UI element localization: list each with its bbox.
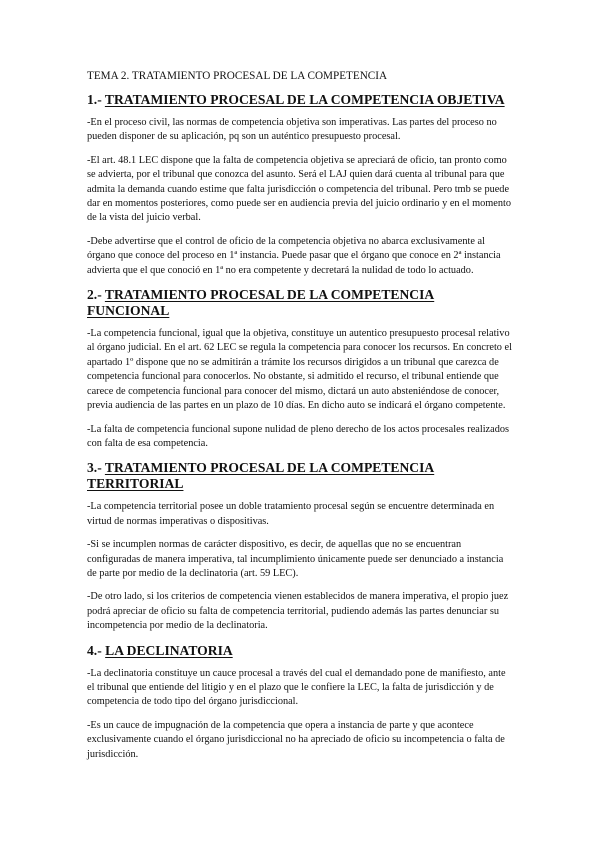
paragraph: -La declinatoria constituye un cauce procesal a través del cual el demandado pone de manifiesto, ante el tribunal que entiende del litigio y en el plazo que le confiere la LEC, la falta de jurisdicción y de competencia de todo tipo del órgano jurisdiccional. [87,667,506,708]
section-number: 4.- [87,642,102,658]
document-body [87,70,515,771]
paragraph: -En el proceso civil, las normas de competencia objetiva son imperativas. Las partes del proceso no pueden disponer de su aplicación, pq son un auténtico presupuesto procesal. [87,117,497,143]
section-heading-3 [87,460,515,492]
section-heading-text: LA DECLINATORIA [105,642,233,658]
paragraph: -La falta de competencia funcional supone nulidad de pleno derecho de los actos procesales realizados con falta de esa competencia. [87,423,509,449]
paragraph: -La competencia territorial posee un doble tratamiento procesal según se encuentre determinada en virtud de normas imperativas o dispositivas. [87,501,495,527]
paragraph: -La competencia funcional, igual que la objetiva, constituye un autentico presupuesto procesal relativo al órgano judicial. En el art. 62 LEC se regula la competencia para conocer los recursos. En concreto el apartado 1º dispone que no se admitirán a trámite los recursos dirigidos a un tribunal que carezca de competencia funcional para conocerlos. No obstante, si admitido el recurso, el tribunal entiende que carece de competencia funcional para conocer del mismo, dictará un auto absteniéndose de conocer, previa audiencia de las partes en un plazo de 10 días. En dicho auto se indicará el órgano competente. [87,328,512,412]
section-number: 3.- [87,460,102,476]
paragraph: -Si se incumplen normas de carácter dispositivo, es decir, de aquellas que no se encuentran configuradas de manera imperativa, tal incumplimiento únicamente puede ser denunciado a instancia de parte por medio de la declinatoria (art. 59 LEC). [87,539,504,579]
section-heading-text: TRATAMIENTO PROCESAL DE LA COMPETENCIA TERRITORIAL [87,460,435,492]
section-heading-1 [87,92,515,108]
paragraph: -El art. 48.1 LEC dispone que la falta de competencia objetiva se apreciará de oficio, tan pronto como se advierta, por el tribunal que conozca del asunto. Será el LAJ quien dará cuenta al tribunal para que admita la demanda cuando estime que falta jurisdicción o competencia del tribunal. Pero tmb se puede dar en momentos posteriores, como puede ser en audiencia previa del juicio ordinario y en el momento de la vista del juicio verbal. [87,154,512,224]
paragraph: -Es un cauce de impugnación de la competencia que opera a instancia de parte y que acontece exclusivamente cuando el órgano jurisdiccional no ha apreciado de oficio su incompetencia o falta de jurisdicción. [87,719,505,760]
section-heading-4 [87,643,515,659]
paragraph: -Debe advertirse que el control de oficio de la competencia objetiva no abarca exclusivamente al órgano que conoce del proceso en 1ª instancia. Puede pasar que el órgano que conoce en 2ª instancia advierta que el que conoció en 1ª no era competente y decretará la nulidad de todo lo actuado. [87,235,501,276]
section-heading-text: TRATAMIENTO PROCESAL DE LA COMPETENCIA OBJETIVA [104,92,505,107]
section-heading-2 [87,287,515,319]
document-title: TEMA 2. TRATAMIENTO PROCESAL DE LA COMPETENCIA [87,70,388,82]
section-heading-text: TRATAMIENTO PROCESAL DE LA COMPETENCIA FUNCIONAL [87,287,435,319]
paragraph: -De otro lado, si los criterios de competencia vienen establecidos de manera imperativa, el propio juez podrá apreciar de oficio su falta de competencia territorial, pudiendo además las partes denunciar su incompetencia por medio de la declinatoria. [87,591,509,632]
section-number: 2.- [87,287,102,303]
section-number: 1.- [87,92,102,107]
